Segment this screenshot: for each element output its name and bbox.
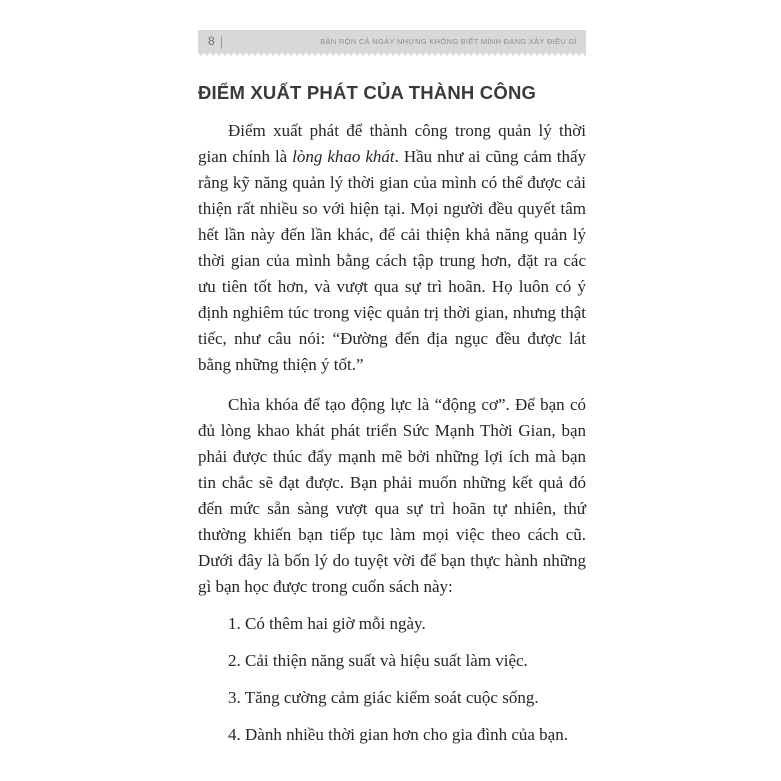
paragraph-2: Chìa khóa để tạo động lực là “động cơ”. Để bạn có đủ lòng khao khát phát triển Sức Mạnh Thời Gian, bạn phải được thúc đẩy mạnh mẽ bởi những lợi ích mà bạn tin chắc sẽ đạt được. Bạn phải muốn những kết quả đó đến mức sẵn sàng vượt qua sự trì hoãn tự nhiên, thứ thường khiến bạn tiếp tục làm mọi việc theo cách cũ. Dưới đây là bốn lý do tuyệt vời để bạn thực hành những gì bạn học được trong cuốn sách này:	[198, 395, 586, 596]
list-item-3: 3. Tăng cường cảm giác kiểm soát cuộc sống.	[228, 688, 539, 707]
paragraph-1-text-continued: . Hầu như ai cũng cảm thấy rằng kỹ năng quản lý thời gian của mình có thể được cải thiện rất nhiều so với hiện tại. Mọi người đều quyết tâm hết lần này đến lần khác, để cải thiện khả năng quản lý thời gian của mình bằng cách tập trung hơn, đặt ra các ưu tiên tốt hơn, và vượt qua sự trì hoãn. Họ luôn có ý định nghiêm túc trong việc quản trị thời gian, nhưng thật tiếc, như câu nói: “Đường đến địa ngục đều được lát bằng những thiện ý tốt.”	[198, 147, 587, 374]
content-column	[198, 30, 586, 748]
list-item-2: 2. Cải thiện năng suất và hiệu suất làm việc.	[228, 651, 528, 670]
list-item-4: 4. Dành nhiều thời gian hơn cho gia đình của bạn.	[228, 725, 568, 744]
paragraph-1-text: Điểm xuất phát để thành công trong quản lý thời gian chính là	[198, 121, 586, 166]
page-number: 8	[208, 34, 215, 48]
paragraph-1-italic-phrase: lòng khao khát	[292, 147, 395, 166]
list-item-1: 1. Có thêm hai giờ mỗi ngày.	[228, 614, 426, 633]
running-title: BẬN RỘN CẢ NGÀY NHƯNG KHÔNG BIẾT MÌNH ĐANG XÂY ĐIỀU GÌ	[320, 36, 577, 46]
header-perforated-edge	[198, 52, 586, 56]
section-heading: ĐIỂM XUẤT PHÁT CỦA THÀNH CÔNG	[198, 82, 537, 103]
paragraph-1	[198, 118, 586, 378]
reasons-list	[198, 611, 586, 748]
page-number-group	[208, 35, 223, 48]
page-header-bar	[198, 30, 586, 52]
page-number-separator: |	[219, 33, 224, 49]
